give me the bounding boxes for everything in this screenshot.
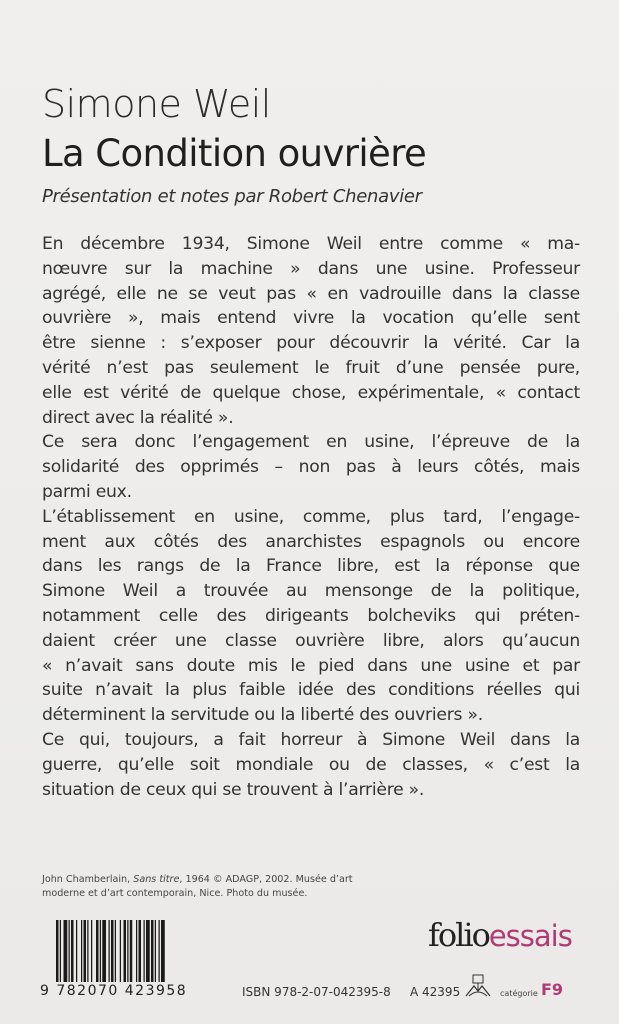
category-label: catégorie xyxy=(500,989,538,998)
blurb-line: guerre, qu’elle soit mondiale ou de classes, « c’est la xyxy=(42,754,580,775)
blurb-line: ouvrière », mais entend vivre la vocation qu’elle sent xyxy=(42,308,580,329)
blurb-line: nœuvre sur la machine » dans une usine. Professeur xyxy=(42,258,580,279)
blurb-line: être sienne : s’exposer pour découvrir la vérité. Car la xyxy=(42,333,580,354)
blurb-line: notamment celle des dirigeants bolcheviks qui préten- xyxy=(42,605,580,626)
logo-essais: essais xyxy=(488,919,572,953)
credit-artist: John Chamberlain, xyxy=(42,874,134,885)
logo-folio: folio xyxy=(428,916,489,954)
blurb-line: agrégé, elle ne se veut pas « en vadrouille dans la classe xyxy=(42,283,580,304)
credit-line-2: moderne et d’art contemporain, Nice. Photo du musée. xyxy=(42,888,308,899)
credit-details: , 1964 © ADAGP, 2002. Musée d’art xyxy=(179,874,353,885)
blurb-line: En décembre 1934, Simone Weil entre comme « ma- xyxy=(42,234,580,254)
barcode-digits: 9 782070 423958 xyxy=(40,983,188,999)
blurb-line: solidarité des opprimés – non pas à leurs côtés, mais xyxy=(42,457,580,478)
credit-work-title: Sans titre xyxy=(133,874,180,885)
blurb-line: Ce sera donc l’engagement en usine, l’épreuve de la xyxy=(42,432,580,453)
blurb-text xyxy=(42,232,580,802)
blurb-line: situation de ceux qui se trouvent à l’arrière ». xyxy=(42,779,425,800)
credit-line-1 xyxy=(42,873,362,887)
blurb-line: déterminent la servitude ou la liberté des ouvriers ». xyxy=(42,705,483,726)
isbn: ISBN 978-2-07-042395-8 xyxy=(242,985,391,999)
blurb-line: « n’avait sans doute mis le pied dans une usine et par xyxy=(42,655,580,676)
blurb-line: elle est vérité de quelque chose, expérimentale, « contact xyxy=(42,382,580,403)
blurb-line: vérité n’est pas seulement le fruit d’une pensée pure, xyxy=(42,357,580,378)
barcode xyxy=(56,920,226,990)
blurb-line: daient créer une classe ouvrière libre, alors qu’aucun xyxy=(42,630,580,651)
blurb-line: suite n’avait la plus faible idée des conditions réelles qui xyxy=(42,680,580,701)
cover-image-credit xyxy=(42,873,362,901)
book-title: La Condition ouvrière xyxy=(42,132,427,175)
blurb-line: L’établissement en usine, comme, plus tard, l’engage- xyxy=(42,506,580,527)
blurb-line: Simone Weil a trouvée au mensonge de la politique, xyxy=(42,581,580,602)
folio-essais-logo xyxy=(428,916,572,954)
blurb-line: parmi eux. xyxy=(42,481,132,502)
blurb-line: ment aux côtés des anarchistes espagnols ou encore xyxy=(42,531,580,552)
blurb-line: Ce qui, toujours, a fait horreur à Simone Weil dans la xyxy=(42,729,580,750)
blurb-line: dans les rangs de la France libre, est la réponse que xyxy=(42,556,580,577)
blurb-line: direct avec la réalité ». xyxy=(42,407,234,428)
book-subtitle: Présentation et notes par Robert Chenavier xyxy=(42,186,422,207)
gallimard-colophon-icon xyxy=(464,974,492,1000)
category-code: F9 xyxy=(541,980,564,999)
product-code: A 42395 xyxy=(410,985,461,999)
author-name: Simone Weil xyxy=(42,82,271,126)
